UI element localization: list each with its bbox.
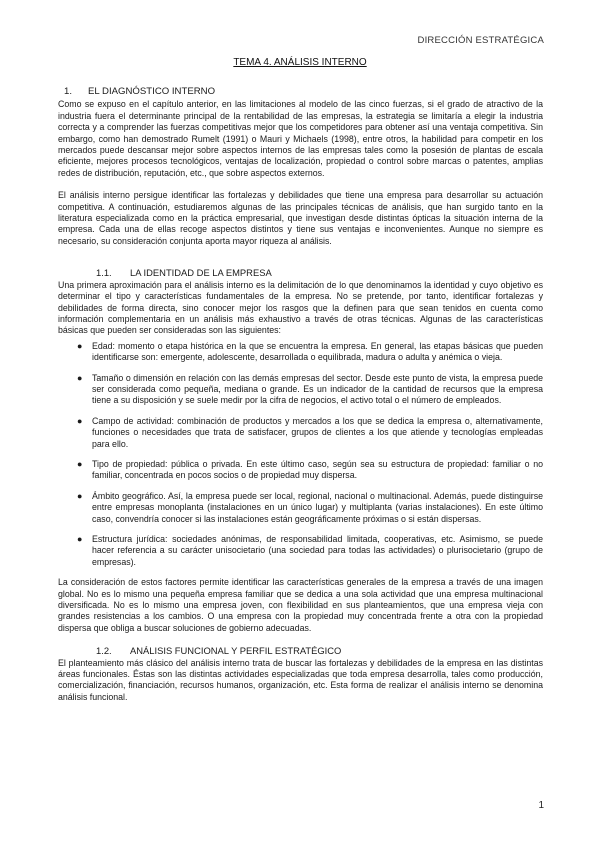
paragraph: La consideración de estos factores permite identificar las características generales de la empresa a través de una imagen global. No es lo mismo una pequeña empresa familiar que se dedica a una sola actividad que una empresa multinacional diversificada. No es lo mismo una empresa joven, con flexibilidad en sus planteamientos, que una empresa vieja con grandes resistencias a los cambios. O una empresa con la propiedad muy concentrada frente a otra con la propiedad dispersa que obliga a buscar soluciones de gobierno adecuadas. bbox=[58, 577, 543, 633]
subsection-heading bbox=[58, 645, 543, 656]
list-item-text: Estructura jurídica: sociedades anónimas, de responsabilidad limitada, cooperativas, etc. Asimismo, se puede hacer referencia a su carácter unisocietario (una sociedad para todas las actividades) o plurisocietario (grupo de empresas). bbox=[92, 534, 543, 567]
list-item-text: Tipo de propiedad: pública o privada. En este último caso, según sea su estructura de propiedad: familiar o no familiar, concentrada en pocos socios o de propiedad muy dispersa. bbox=[92, 458, 543, 481]
bullet-icon: ● bbox=[77, 534, 83, 544]
list-item-text: Edad: momento o etapa histórica en la que se encuentra la empresa. En general, las etapas básicas que pueden identificarse son: emergente, adolescente, desarrollada o equilibrada, madura o adulta y anémica o vieja. bbox=[92, 340, 543, 363]
document-body bbox=[58, 86, 543, 703]
bullet-icon: ● bbox=[77, 340, 83, 351]
paragraph: Una primera aproximación para el análisis interno es la delimitación de lo que denominamos la identidad y cuyo objetivo es determinar el tipo y características fundamentales de la empresa. No se pretende, por tanto, identificar fortalezas y debilidades de forma directa, sino conocer mejor los rasgos que la definen para que sean tenidos en cuenta como información complementaria en un análisis más exhaustivo a través de otras técnicas. Algunas de las características básicas que pueden ser consideradas son las siguientes: bbox=[58, 279, 543, 336]
section-number: 1. bbox=[64, 86, 73, 97]
list-item-text: Campo de actividad: combinación de productos y mercados a los que se dedica la empresa o, alternativamente, funciones o necesidades que trata de satisfacer, grupos de clientes a los que atiende y tecnologías empleadas para ello. bbox=[92, 415, 543, 449]
subsection-title: LA IDENTIDAD DE LA EMPRESA bbox=[130, 267, 272, 279]
list-item bbox=[58, 459, 543, 482]
characteristics-list bbox=[58, 341, 543, 569]
section-title: EL DIAGNÓSTICO INTERNO bbox=[88, 86, 216, 97]
list-item bbox=[58, 373, 543, 407]
subsection-number: 1.2. bbox=[96, 645, 112, 657]
list-item bbox=[58, 491, 543, 525]
page-number: 1 bbox=[538, 800, 544, 811]
list-item bbox=[58, 341, 543, 364]
document-title: TEMA 4. ANÁLISIS INTERNO bbox=[233, 57, 367, 68]
running-header: DIRECCIÓN ESTRATÉGICA bbox=[417, 35, 544, 46]
paragraph: Como se expuso en el capítulo anterior, en las limitaciones al modelo de las cinco fuerzas, si el grado de atractivo de la industria fuera el determinante principal de la rentabilidad de las empresas, la estrategia se limitaría a elegir la industria correcta y a comprender las fuerzas competitivas mejor que los competidores para obtener así una ventaja competitiva. Sin embargo, como han demostrado Rumelt (1991) o Mauri y Michaels (1998), entre otros, la habilidad para competir en los mercados puede descansar mejor sobre aspectos internos de las empresas tales como la posesión de plantas de escala eficiente, mejores procesos tecnológicos, ventajas de localización, propiedad o control sobre marcas o patentes, amplias redes de distribución, reputación, etc., que sobre aspectos externos. bbox=[58, 99, 543, 178]
bullet-icon: ● bbox=[77, 458, 83, 469]
subsection-heading bbox=[58, 267, 543, 278]
subsection-number: 1.1. bbox=[96, 267, 112, 279]
paragraph: El planteamiento más clásico del análisis interno trata de buscar las fortalezas y debilidades de la empresa en las distintas áreas funcionales. Éstas son las distintas actividades especializadas que toda empresa desarrolla, tales como producción, comercialización, financiación, recursos humanos, organización, etc. Esta forma de realizar el análisis interno se denomina análisis funcional. bbox=[58, 657, 543, 702]
section-heading bbox=[58, 86, 543, 97]
list-item-text: Tamaño o dimensión en relación con las demás empresas del sector. Desde este punto de vista, la empresa puede ser considerada como pequeña, mediana o grande. Es un indicador de la cantidad de recursos que la empresa tiene a su disposición y se suele medir por la cifra de negocios, el activo total o el número de empleados. bbox=[92, 372, 543, 406]
bullet-icon: ● bbox=[77, 372, 83, 383]
list-item-text: Ámbito geográfico. Así, la empresa puede ser local, regional, nacional o multinacional. Además, puede distinguirse entre empresas monoplanta (instalaciones en un único lugar) y multiplanta (varias instalaciones). En este último caso, convendría conocer si las instalaciones están geográficamente próximas o si están dispersas. bbox=[92, 490, 543, 524]
subsection-title: ANÁLISIS FUNCIONAL Y PERFIL ESTRATÉGICO bbox=[130, 645, 342, 657]
list-item bbox=[58, 416, 543, 450]
paragraph: El análisis interno persigue identificar las fortalezas y debilidades que tiene una empresa para desarrollar su actuación competitiva. A continuación, estudiaremos algunas de las principales técnicas de análisis, que han surgido tanto en la literatura especializada como en la práctica empresarial, que investigan desde distintas ópticas la situación interna de la empresa. Cada una de ellas recoge aspectos distintos y tiene sus ventajas e inconvenientes. Aunque no siempre es necesario, su consideración conjunta aporta mayor riqueza al análisis. bbox=[58, 190, 543, 246]
bullet-icon: ● bbox=[77, 415, 83, 426]
bullet-icon: ● bbox=[77, 490, 83, 501]
list-item bbox=[58, 534, 543, 568]
